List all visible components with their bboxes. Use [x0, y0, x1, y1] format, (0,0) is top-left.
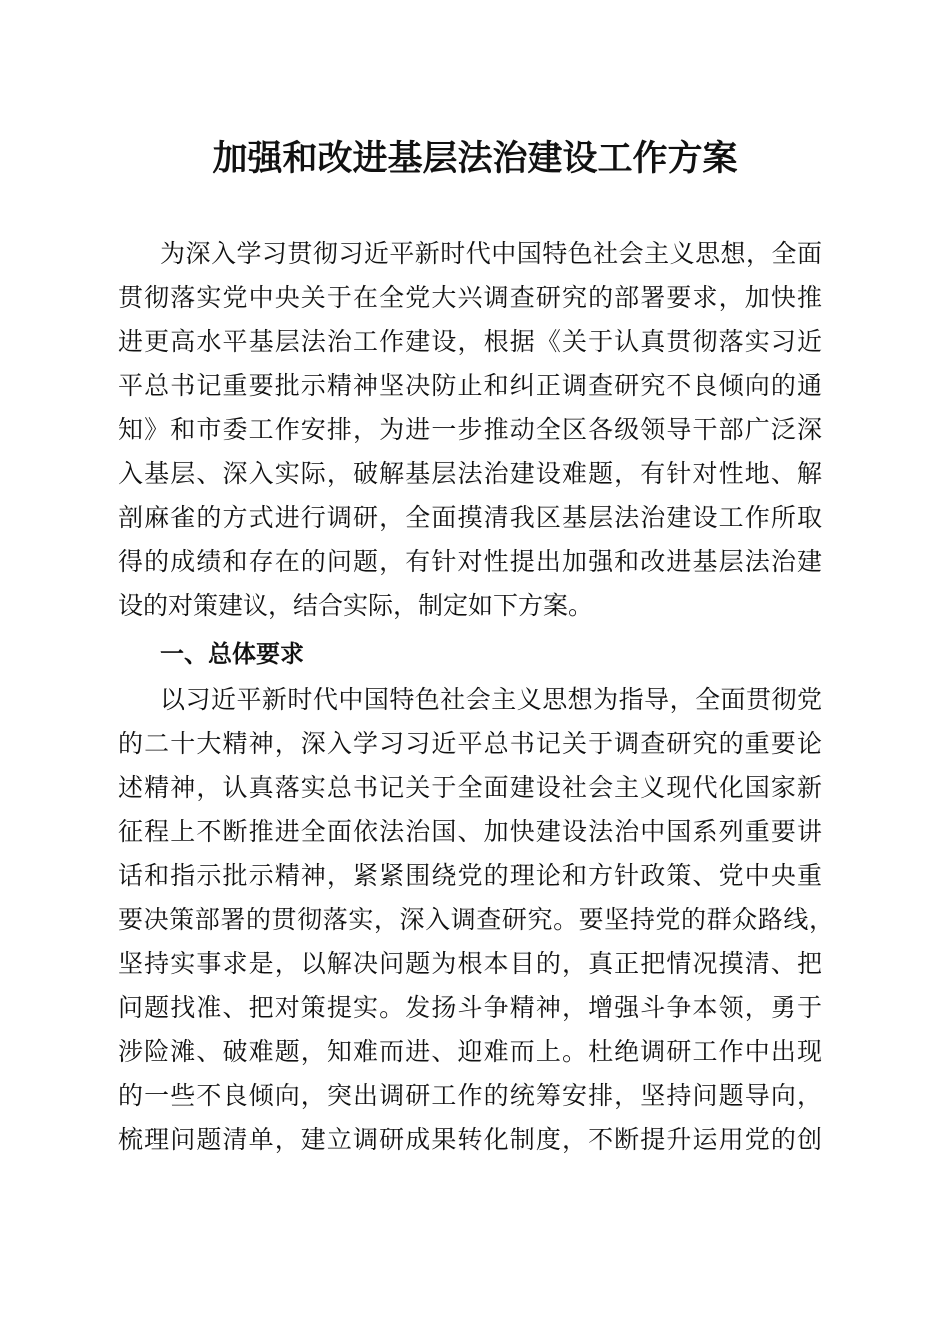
paragraph-line: 进更高水平基层法治工作建设，根据《关于认真贯彻落实习近: [118, 327, 822, 356]
paragraph-line: 坚持实事求是，以解决问题为根本目的，真正把情况摸清、把: [118, 949, 822, 978]
paragraph-line: 以习近平新时代中国特色社会主义思想为指导，全面贯彻党: [160, 685, 822, 714]
document-title: 加强和改进基层法治建设工作方案: [212, 138, 738, 179]
section-heading: 一、总体要求: [160, 640, 304, 668]
paragraph-line: 入基层、深入实际，破解基层法治建设难题，有针对性地、解: [118, 459, 822, 488]
paragraph-line: 话和指示批示精神，紧紧围绕党的理论和方针政策、党中央重: [118, 861, 822, 890]
paragraph-line: 知》和市委工作安排，为进一步推动全区各级领导干部广泛深: [118, 415, 822, 444]
paragraph-line: 要决策部署的贯彻落实，深入调查研究。要坚持党的群众路线，: [118, 905, 834, 934]
paragraph-line: 梳理问题清单，建立调研成果转化制度，不断提升运用党的创: [118, 1125, 822, 1154]
paragraph-line: 剖麻雀的方式进行调研，全面摸清我区基层法治建设工作所取: [118, 503, 822, 532]
paragraph-line: 的二十大精神，深入学习习近平总书记关于调查研究的重要论: [118, 729, 822, 758]
paragraph-line: 涉险滩、破难题，知难而进、迎难而上。杜绝调研工作中出现: [118, 1037, 822, 1066]
paragraph-line: 为深入学习贯彻习近平新时代中国特色社会主义思想，全面: [160, 239, 822, 268]
paragraph-line: 得的成绩和存在的问题，有针对性提出加强和改进基层法治建: [118, 547, 822, 576]
paragraph-line: 设的对策建议，结合实际，制定如下方案。: [118, 591, 594, 620]
paragraph-line: 征程上不断推进全面依法治国、加快建设法治中国系列重要讲: [118, 817, 822, 846]
paragraph-line: 问题找准、把对策提实。发扬斗争精神，增强斗争本领，勇于: [118, 993, 822, 1022]
paragraph-line: 平总书记重要批示精神坚决防止和纠正调查研究不良倾向的通: [118, 371, 822, 400]
paragraph-line: 述精神，认真落实总书记关于全面建设社会主义现代化国家新: [118, 773, 822, 802]
paragraph-line: 的一些不良倾向，突出调研工作的统筹安排，坚持问题导向，: [118, 1081, 822, 1110]
paragraph-line: 贯彻落实党中央关于在全党大兴调查研究的部署要求，加快推: [118, 283, 822, 312]
